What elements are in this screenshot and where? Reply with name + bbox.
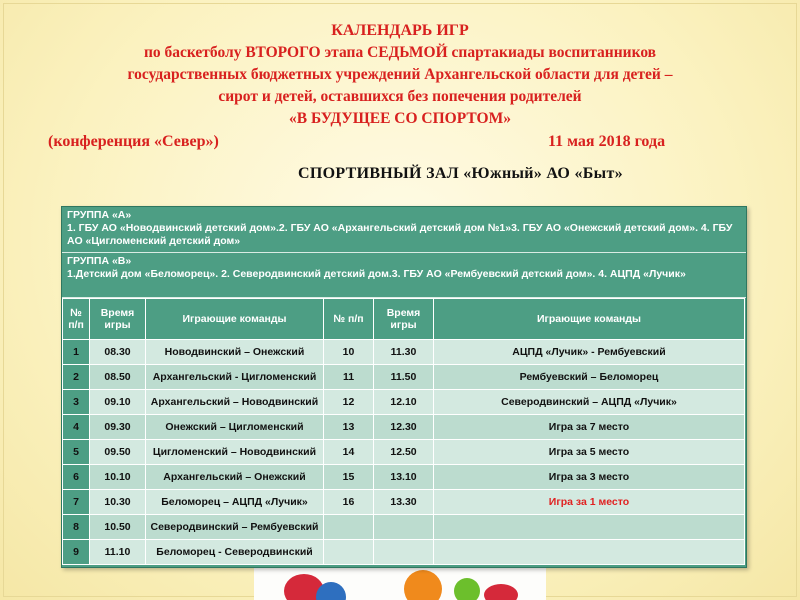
game-time: 09.10 <box>90 390 146 415</box>
table-row <box>63 490 745 515</box>
game-time: 08.50 <box>90 365 146 390</box>
game-teams <box>434 515 745 540</box>
subtitle-line-2: государственных бюджетных учреждений Архангельской области для детей – <box>127 66 673 83</box>
motto: «В БУДУЩЕЕ СО СПОРТОМ» <box>289 110 511 127</box>
game-time: 08.30 <box>90 340 146 365</box>
game-number: 13 <box>324 415 374 440</box>
subtitle-line-3: сирот и детей, оставшихся без попечения родителей <box>218 88 582 105</box>
conference-date-row <box>0 130 800 154</box>
game-time: 13.10 <box>374 465 434 490</box>
event-date: 11 мая 2018 года <box>548 133 666 150</box>
game-teams: Беломорец – АЦПД «Лучик» <box>146 490 324 515</box>
game-number <box>324 515 374 540</box>
final-game-label: Игра за 1 место <box>434 490 745 515</box>
column-header-teams-1: Играющие команды <box>146 299 324 340</box>
table-row <box>63 515 745 540</box>
game-teams: Игра за 7 место <box>434 415 745 440</box>
game-teams: Новодвинский – Онежский <box>146 340 324 365</box>
game-number: 3 <box>63 390 90 415</box>
game-number: 15 <box>324 465 374 490</box>
game-time <box>374 540 434 565</box>
game-time: 10.10 <box>90 465 146 490</box>
game-teams: Онежский – Цигломенский <box>146 415 324 440</box>
table-header-row <box>63 299 745 340</box>
table-row <box>63 440 745 465</box>
group-b-teams: 1.Детский дом «Беломорец». 2. Северодвинский детский дом.3. ГБУ АО «Рембуевский детский дом». 4. АЦПД «Лучик» <box>67 268 686 280</box>
group-b-box <box>62 252 746 297</box>
game-time: 10.50 <box>90 515 146 540</box>
game-number: 11 <box>324 365 374 390</box>
game-teams: Архангельский – Онежский <box>146 465 324 490</box>
game-time: 11.50 <box>374 365 434 390</box>
game-number: 4 <box>63 415 90 440</box>
table-row <box>63 415 745 440</box>
game-teams: Архангельский – Новодвинский <box>146 390 324 415</box>
game-time <box>374 515 434 540</box>
group-a-box <box>62 207 746 252</box>
game-teams: Беломорец - Северодвинский <box>146 540 324 565</box>
game-teams: Цигломенский – Новодвинский <box>146 440 324 465</box>
table-row <box>63 465 745 490</box>
games-table <box>62 298 745 565</box>
game-number: 16 <box>324 490 374 515</box>
game-number: 12 <box>324 390 374 415</box>
game-time: 09.50 <box>90 440 146 465</box>
game-teams <box>434 540 745 565</box>
game-teams: Игра за 3 место <box>434 465 745 490</box>
subtitle-line-1: по баскетболу ВТОРОГО этапа СЕДЬМОЙ спартакиады воспитанников <box>143 44 657 61</box>
game-time: 09.30 <box>90 415 146 440</box>
game-number: 5 <box>63 440 90 465</box>
table-row <box>63 365 745 390</box>
game-time: 11.30 <box>374 340 434 365</box>
game-time: 12.10 <box>374 390 434 415</box>
column-header-time-1: Время игры <box>90 299 146 340</box>
game-number: 14 <box>324 440 374 465</box>
venue-label: СПОРТИВНЫЙ ЗАЛ «Южный» АО «Быт» <box>298 165 623 182</box>
group-b-title: ГРУППА «В» <box>67 255 132 267</box>
game-teams: Рембуевский – Беломорец <box>434 365 745 390</box>
group-a-title: ГРУППА «А» <box>67 209 132 221</box>
page-title: КАЛЕНДАРЬ ИГР <box>331 22 469 39</box>
game-number: 8 <box>63 515 90 540</box>
table-row <box>63 540 745 565</box>
game-teams: АЦПД «Лучик» - Рембуевский <box>434 340 745 365</box>
game-teams: Игра за 5 место <box>434 440 745 465</box>
game-teams: Северодвинский – Рембуевский <box>146 515 324 540</box>
column-header-teams-2: Играющие команды <box>434 299 745 340</box>
games-grid <box>62 297 746 565</box>
column-header-time-2: Время игры <box>374 299 434 340</box>
game-number: 10 <box>324 340 374 365</box>
game-time: 11.10 <box>90 540 146 565</box>
table-row <box>63 390 745 415</box>
game-teams: Архангельский - Цигломенский <box>146 365 324 390</box>
game-number: 2 <box>63 365 90 390</box>
game-number: 1 <box>63 340 90 365</box>
schedule-table-panel <box>61 206 747 568</box>
game-number: 9 <box>63 540 90 565</box>
group-a-teams: 1. ГБУ АО «Новодвинский детский дом».2. ГБУ АО «Архангельский детский дом №1»3. ГБУ АО «Онежский детский дом». 4. ГБУ АО «Цигломенский детский дом» <box>67 222 733 247</box>
game-number <box>324 540 374 565</box>
game-time: 12.50 <box>374 440 434 465</box>
conference-label: (конференция «Север») <box>48 133 219 150</box>
game-number: 7 <box>63 490 90 515</box>
column-header-number-1: № п/п <box>63 299 90 340</box>
game-number: 6 <box>63 465 90 490</box>
table-row <box>63 340 745 365</box>
game-time: 13.30 <box>374 490 434 515</box>
game-time: 10.30 <box>90 490 146 515</box>
game-teams: Северодвинский – АЦПД «Лучик» <box>434 390 745 415</box>
game-time: 12.30 <box>374 415 434 440</box>
page-header <box>0 20 800 154</box>
column-header-number-2: № п/п <box>324 299 374 340</box>
